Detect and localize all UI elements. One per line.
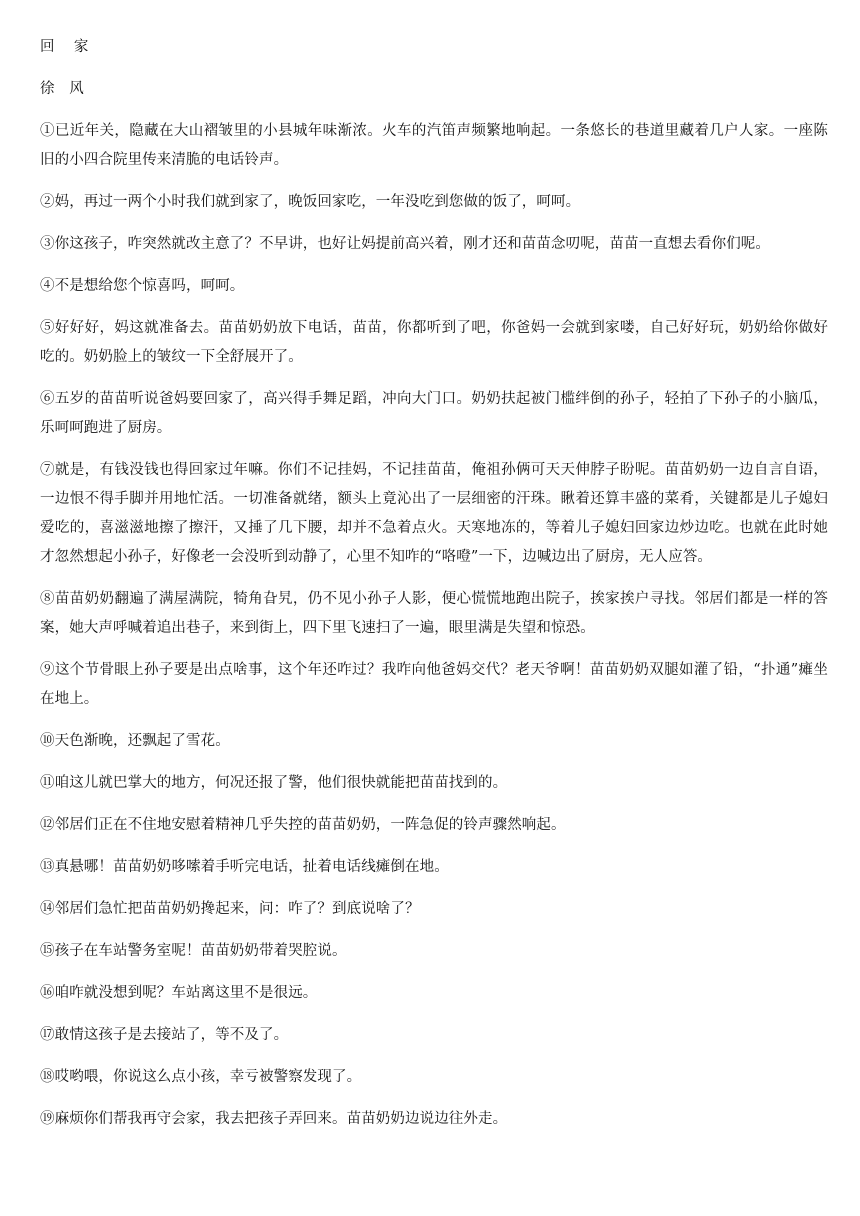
paragraph-19: ⑲麻烦你们帮我再守会家，我去把孩子弄回来。苗苗奶奶边说边往外走。 [40, 1111, 508, 1127]
paragraph-15: ⑮孩子在车站警务室呢！苗苗奶奶带着哭腔说。 [40, 943, 347, 959]
document-body [40, 33, 828, 1147]
paragraph-17: ⑰敢情这孩子是去接站了，等不及了。 [40, 1027, 289, 1043]
article-author: 徐 风 [40, 81, 84, 97]
paragraph-18: ⑱哎哟喂，你说这么点小孩，幸亏被警察发现了。 [40, 1069, 362, 1085]
paragraph-7: ⑦就是，有钱没钱也得回家过年嘛。你们不记挂妈，不记挂苗苗，俺祖孙俩可天天伸脖子盼呢。苗苗奶奶一边自言自语，一边恨不得手脚并用地忙活。一切准备就绪，额头上竟沁出了一层细密的汗珠。瞅着还算丰盛的菜肴，关键都是儿子媳妇爱吃的，喜滋滋地擦了擦汗，又捶了几下腰，却并不急着点火。天寒地冻的，等着儿子媳妇回家边炒边吃。也就在此时她才忽然想起小孙子，好像老一会没听到动静了，心里不知咋的“咯噔”一下，边喊边出了厨房，无人应答。 [40, 462, 828, 565]
paragraph-3: ③你这孩子，咋突然就改主意了？不早讲，也好让妈提前高兴着，刚才还和苗苗念叨呢，苗苗一直想去看你们呢。 [40, 236, 770, 252]
paragraph-5: ⑤好好好，妈这就准备去。苗苗奶奶放下电话，苗苗，你都听到了吧，你爸妈一会就到家喽，自己好好玩，奶奶给你做好吃的。奶奶脸上的皱纹一下全舒展开了。 [40, 320, 828, 365]
paragraph-12: ⑫邻居们正在不住地安慰着精神几乎失控的苗苗奶奶，一阵急促的铃声骤然响起。 [40, 817, 566, 833]
paragraph-16: ⑯咱咋就没想到呢？车站离这里不是很远。 [40, 985, 318, 1001]
paragraph-9: ⑨这个节骨眼上孙子要是出点啥事，这个年还咋过？我咋向他爸妈交代？老天爷啊！苗苗奶奶双腿如灌了铅，“扑通”瘫坐在地上。 [40, 662, 828, 707]
paragraph-11: ⑪咱这儿就巴掌大的地方，何况还报了警，他们很快就能把苗苗找到的。 [40, 775, 508, 791]
paragraph-8: ⑧苗苗奶奶翻遍了满屋满院，犄角旮旯，仍不见小孙子人影，便心慌慌地跑出院子，挨家挨户寻找。邻居们都是一样的答案，她大声呼喊着追出巷子，来到街上，四下里飞速扫了一遍，眼里满是失望和惊恐。 [40, 591, 828, 636]
paragraph-4: ④不是想给您个惊喜吗，呵呵。 [40, 278, 245, 294]
paragraph-14: ⑭邻居们急忙把苗苗奶奶搀起来，问：咋了？到底说啥了？ [40, 901, 420, 917]
paragraph-1: ①已近年关，隐藏在大山褶皱里的小县城年味渐浓。火车的汽笛声频繁地响起。一条悠长的巷道里藏着几户人家。一座陈旧的小四合院里传来清脆的电话铃声。 [40, 123, 828, 168]
article-title: 回 家 [40, 39, 89, 55]
paragraph-2: ②妈，再过一两个小时我们就到家了，晚饭回家吃，一年没吃到您做的饭了，呵呵。 [40, 194, 581, 210]
paragraph-10: ⑩天色渐晚，还飘起了雪花。 [40, 733, 230, 749]
paragraph-13: ⑬真悬哪！苗苗奶奶哆嗦着手听完电话，扯着电话线瘫倒在地。 [40, 859, 449, 875]
paragraph-6: ⑥五岁的苗苗听说爸妈要回家了，高兴得手舞足蹈，冲向大门口。奶奶扶起被门槛绊倒的孙子，轻拍了下孙子的小脑瓜，乐呵呵跑进了厨房。 [40, 391, 828, 436]
